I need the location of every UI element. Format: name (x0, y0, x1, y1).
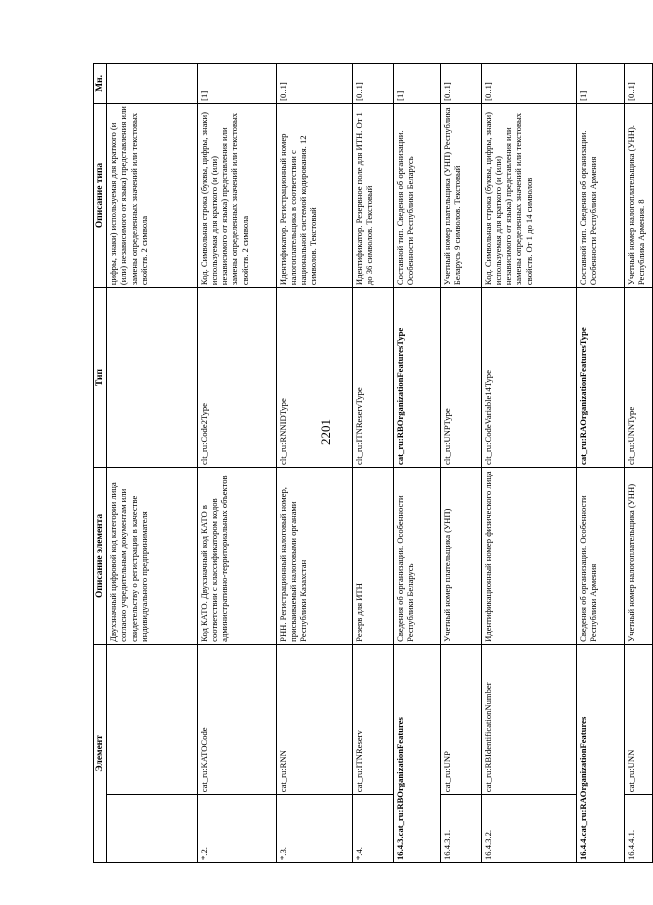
cell-elem-desc: РНН. Регистрационный налоговый номер, присваиваемый налоговыми органами Республики Казахстан (276, 467, 352, 644)
cell-name: cat_ru:ITNReserv (352, 644, 393, 794)
cell-type-desc: Идентификатор. Регистрационный номер налогоплательщика в соответствии с национальной системой кодирования. 12 символов. Текстовый (276, 103, 352, 287)
cell-elem-desc: Код КАТО. Двухзначный код КАТО в соответствии с классификатором кодов административно-территориальных объектов (197, 467, 276, 644)
table-row (197, 64, 276, 863)
cell-type-desc: цифры, знаки) используемая для краткого (и (или) независимого от языка) представления или замены определенных значений или текстовых свойств. 2 символа (107, 103, 198, 287)
cell-type-desc: Учетный номер налогоплательщика (УНН). Республика Армения. 8 (625, 103, 653, 287)
cell-elem-desc: Идентификационный номер физического лица (481, 467, 576, 644)
cell-mn: [1] (393, 64, 441, 104)
cell-num: *.4. (352, 795, 393, 863)
cell-name: cat_ru:RBIdentificationNumber (481, 644, 576, 794)
table-row (276, 64, 352, 863)
row-name: cat_ru:RBOrganizationFeatures (394, 717, 405, 837)
table-row (441, 64, 482, 863)
cell-type: clt_ru:ITNReservType (352, 288, 393, 468)
cell-mn: [0..1] (441, 64, 482, 104)
cell-num-name (393, 644, 441, 862)
cell-name: cat_ru:KATOCode (197, 644, 276, 794)
header-type: Тип (94, 288, 107, 468)
header-element-desc: Описание элемента (94, 467, 107, 644)
cell-num-name (577, 644, 625, 862)
page-number: 2201 (318, 419, 333, 445)
cell-mn: [0..1] (352, 64, 393, 104)
cell-name: cat_ru:UNP (441, 644, 482, 794)
cell-elem-desc: Сведения об организации. Особенности Республики Беларусь (393, 467, 441, 644)
cell-mn: [0..1] (276, 64, 352, 104)
table-row (577, 64, 625, 863)
header-mn: Мн. (94, 64, 107, 104)
cell-mn (107, 64, 198, 104)
document-table-sheet (93, 63, 653, 863)
row-number: 16.4.3. (394, 836, 405, 860)
table-row (625, 64, 653, 863)
cell-type-desc: Идентификатор. Резервное поле для ИТН. От 1 до 36 символов. Текстовый (352, 103, 393, 287)
cell-num: *.3. (276, 795, 352, 863)
cell-type: cat_ru:RAOrganizationFeaturesType (577, 288, 625, 468)
table-row (352, 64, 393, 863)
cell-num: 16.4.4.1. (625, 795, 653, 863)
cell-name (107, 644, 198, 794)
header-element: Элемент (94, 644, 107, 862)
cell-type: clt_ru:UNPType (441, 288, 482, 468)
cell-type-desc: Код. Символьная строка (буквы, цифры, знаки) используемая для краткого (и (или) независимого от языка) представления или замены определенных значений или текстовых свойств. 2 символа (197, 103, 276, 287)
cell-elem-desc: Сведения об организации. Особенности Республики Армения (577, 467, 625, 644)
cell-type: clt_ru:CodeVariable14Type (481, 288, 576, 468)
cell-mn: [0..1] (625, 64, 653, 104)
table-row (481, 64, 576, 863)
cell-type-desc: Составной тип. Сведения об организации. Особенности Республики Армения (577, 103, 625, 287)
cell-type (107, 288, 198, 468)
cell-mn: [0..1] (481, 64, 576, 104)
table-row (393, 64, 441, 863)
cell-num: 16.4.3.2. (481, 795, 576, 863)
cell-type: cat_ru:RBOrganizationFeaturesType (393, 288, 441, 468)
cell-name: cat_ru:RNN (276, 644, 352, 794)
row-name: cat_ru:RAOrganizationFeatures (578, 716, 589, 837)
cell-num: *.2. (197, 795, 276, 863)
cell-elem-desc: Учетный номер плательщика (УНП) (441, 467, 482, 644)
cell-mn: [1] (577, 64, 625, 104)
header-type-desc: Описание типа (94, 103, 107, 287)
cell-type-desc: Составной тип. Сведения об организации. Особенности Республики Беларусь (393, 103, 441, 287)
cell-type-desc: Код. Символьная строка (буквы, цифры, знаки) используемая для краткого (и (или) независимого от языка) представления или замены определенных значений или текстовых свойств. От 1 до 14 символов (481, 103, 576, 287)
cell-num (107, 795, 198, 863)
cell-num: 16.4.3.1. (441, 795, 482, 863)
cell-type-desc: Учетный номер плательщика (УНП) Республика Беларусь 9 символов. Текстовый (441, 103, 482, 287)
row-number: 16.4.4. (578, 836, 589, 860)
cell-type: clt_ru:UNNType (625, 288, 653, 468)
cell-name: cat_ru:UNN (625, 644, 653, 794)
cell-mn: [1] (197, 64, 276, 104)
cell-type: clt_ru:Code2Type (197, 288, 276, 468)
cell-elem-desc: Учетный номер налогоплательщика (УНН) (625, 467, 653, 644)
table-header-row (94, 64, 107, 863)
table-row (107, 64, 198, 863)
element-table (93, 63, 653, 863)
cell-type: clt_ru:RNNIDType (276, 288, 352, 468)
cell-elem-desc: Резерв для ИТН (352, 467, 393, 644)
cell-elem-desc: Двухзначный цифровой код категории лица согласно учредительным документам или свидетельству о регистрации в качестве индивидуального предпринимателя (107, 467, 198, 644)
